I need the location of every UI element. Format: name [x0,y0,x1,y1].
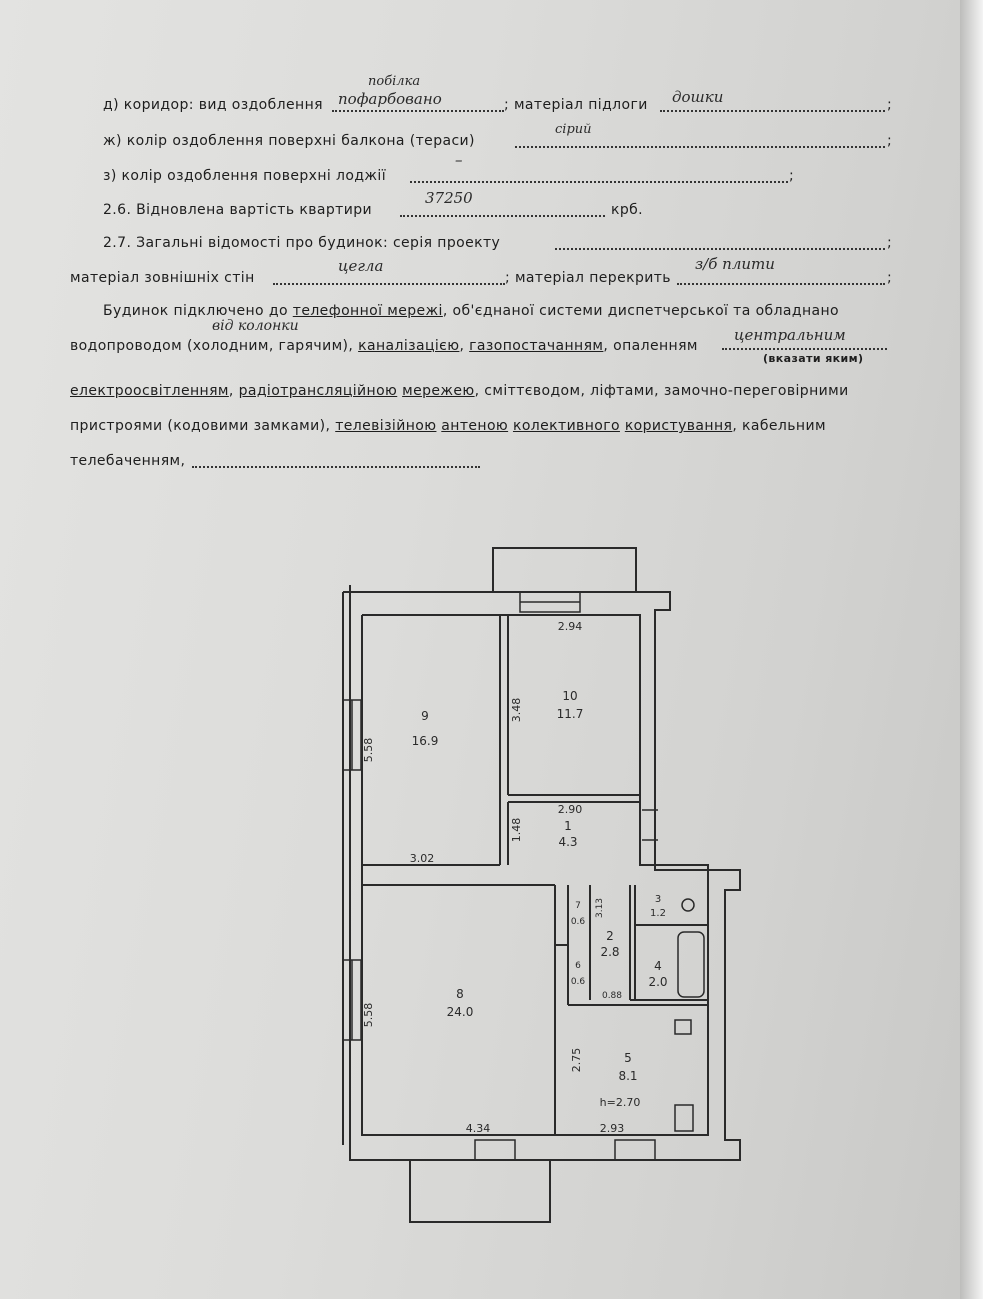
walls-field[interactable] [273,283,505,285]
para-radio: радіотрансляційною [238,383,398,399]
corridor-floor-field[interactable] [660,110,885,112]
cost-label: 2.6. Відновлена вартість квартири [103,202,372,218]
room-9-num: 9 [421,709,429,723]
corridor-finish-field[interactable] [332,110,504,112]
room-2-area: 2.8 [600,945,620,959]
floors-end: ; [887,270,893,286]
para-line-5: телебаченням, [70,453,186,469]
corridor-floor-label: ; матеріал підлоги [504,97,648,113]
para-l3-e: , сміттєводом, ліфтами, замочно-переговірними [474,383,849,399]
dim-1-48: 1.48 [510,817,523,843]
para-use: користування [624,418,733,434]
room-6-area: 0.6 [570,977,586,987]
room-8-num: 8 [456,987,464,1001]
para-line-3 [70,383,849,399]
para-sewage: каналізацією [358,338,460,354]
para-l2-e: , опаленням [603,338,698,354]
para-line-1 [103,303,839,319]
dim-2-93: 2.93 [599,1122,625,1135]
room-5-area: 8.1 [618,1069,638,1083]
para-l1-a: Будинок підключено до [103,303,288,319]
loggia-color-field[interactable] [410,181,788,183]
room-4-area: 2.0 [648,975,668,989]
floors-label: ; матеріал перекрить [505,270,671,286]
cost-field[interactable] [400,215,605,217]
floors-field[interactable] [677,283,885,285]
heating-field[interactable] [722,348,887,350]
dim-2-94: 2.94 [557,620,583,633]
top-balcony [493,548,636,592]
corridor-floor-handwritten: дошки [672,88,724,106]
corridor-end: ; [887,97,893,113]
para-l1-c: , об'єднаної системи диспетчерської та обладнано [442,303,840,319]
dim-5-58-a: 5.58 [362,737,375,763]
dim-0-88: 0.88 [601,991,623,1001]
room-1-num: 1 [564,819,572,833]
para-network: мережею [402,383,475,399]
room-9-area: 16.9 [411,734,439,748]
loggia-end: ; [789,168,795,184]
para-gas: газопостачанням [469,338,604,354]
bathtub-icon [678,932,704,997]
sink-icon [675,1020,691,1034]
para-line-4 [70,418,826,434]
page-edge [960,0,983,1299]
room-8-area: 24.0 [446,1005,474,1019]
dim-2-90: 2.90 [557,803,583,816]
dim-5-58-b: 5.58 [362,1002,375,1028]
heating-handwritten: центральним [734,326,846,344]
ceiling-height: h=2.70 [599,1096,641,1109]
heating-hint: (вказати яким) [763,352,864,365]
cost-unit: крб. [611,202,644,218]
para-l4-f: , кабельним [732,418,826,434]
para-collective: колективного [512,418,620,434]
room-10-num: 10 [562,689,578,703]
room-10-area: 11.7 [556,707,584,721]
para-line-2 [70,338,698,354]
corridor-finish-handwritten: пофарбовано [338,90,442,108]
room-7-num: 7 [575,901,581,911]
stove-icon [675,1105,693,1131]
dim-3-13: 3.13 [595,897,605,919]
building-series-end: ; [887,235,893,251]
loggia-label: з) колір оздоблення поверхні лоджії [103,168,387,184]
dim-4-34: 4.34 [465,1122,491,1135]
para-electricity: електроосвітленням [70,383,229,399]
para-l4-a: пристроями (кодовими замками), [70,418,331,434]
corridor-finish-handwritten-top: побілка [368,74,421,89]
toilet-icon [682,899,694,911]
para-tv: телевізійною [335,418,437,434]
balcony-label: ж) колір оздоблення поверхні балкона (тераси) [103,133,475,149]
para-telephone: телефонної мережі [292,303,443,319]
walls-label: матеріал зовнішніх стін [70,270,255,286]
balcony-color-handwritten: сірий [555,122,592,137]
dim-3-02: 3.02 [409,852,435,865]
para-l2-a: водопроводом (холодним, гарячим), [70,338,354,354]
room-6-num: 6 [575,961,581,971]
dim-2-75: 2.75 [570,1047,583,1073]
room-5-num: 5 [624,1051,632,1065]
para-l2-c: , [459,338,465,354]
room-3-area: 1.2 [650,908,666,919]
room-1-area: 4.3 [558,835,578,849]
building-series-field[interactable] [555,248,885,250]
dim-3-48: 3.48 [510,697,523,723]
water-source-handwritten: від колонки [212,318,299,334]
room-7-area: 0.6 [570,917,586,927]
floors-handwritten: з/б плити [695,255,775,273]
balcony-end: ; [887,133,893,149]
floor-plan [330,540,800,1230]
cost-handwritten: 37250 [425,189,473,207]
building-series-label: 2.7. Загальні відомості про будинок: серія проекту [103,235,501,251]
para-antenna: антеною [441,418,509,434]
walls-handwritten: цегла [338,257,384,275]
corridor-label: д) коридор: вид оздоблення [103,97,323,113]
loggia-color-handwritten: – [455,151,463,169]
balcony-color-field[interactable] [515,146,885,148]
para-l3-b: , [228,383,234,399]
bottom-balcony [410,1160,550,1222]
room-4-num: 4 [654,959,662,973]
room-3-num: 3 [654,894,662,905]
room-2-num: 2 [606,929,614,943]
cable-tv-field[interactable] [192,466,480,468]
